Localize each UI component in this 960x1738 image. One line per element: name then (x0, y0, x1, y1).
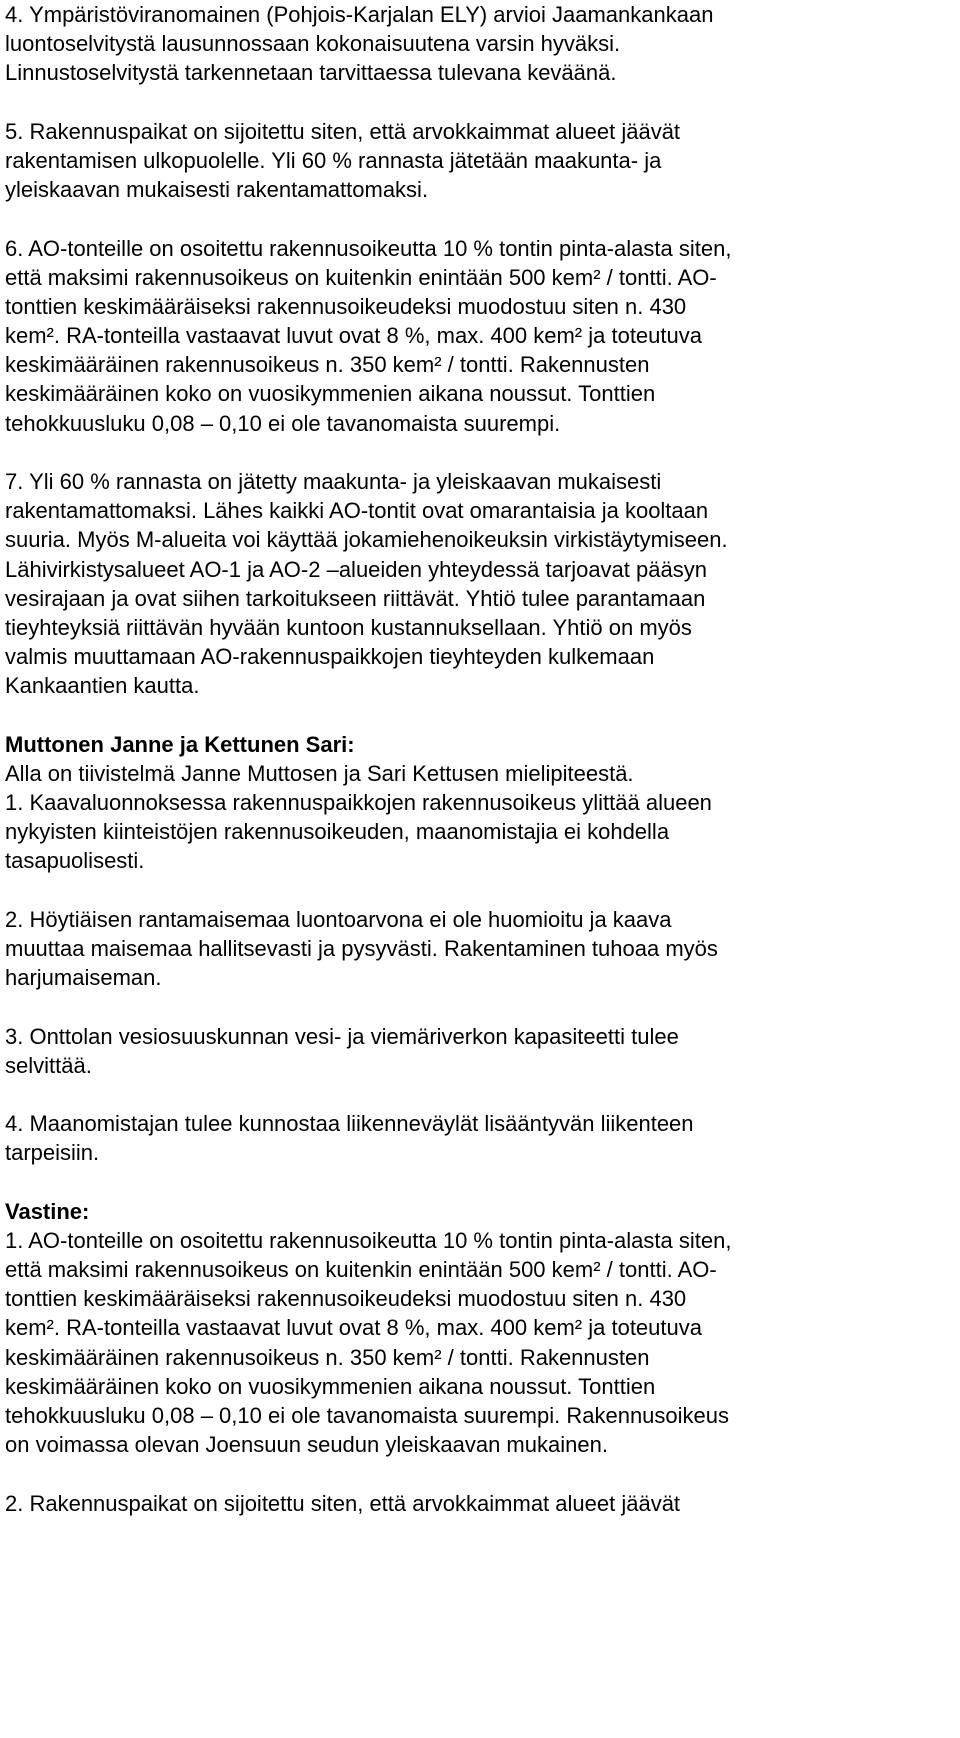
text-line: keskimääräinen rakennusoikeus n. 350 kem² / tontti. Rakennusten (5, 352, 650, 378)
paragraph-gap (5, 88, 940, 117)
paragraph-gap (5, 1080, 940, 1109)
section-heading: Muttonen Janne ja Kettunen Sari: (5, 731, 355, 757)
text-line: 4. Ympäristöviranomainen (Pohjois-Karjalan ELY) arvioi Jaamankankaan (5, 2, 714, 27)
text-line: keskimääräinen rakennusoikeus n. 350 kem² / tontti. Rakennusten (5, 1344, 650, 1370)
paragraph-gap (5, 701, 940, 730)
paragraph-gap (5, 204, 940, 233)
text-line: Lähivirkistysalueet AO-1 ja AO-2 –alueiden yhteydessä tarjoavat pääsyn (5, 556, 707, 582)
text-line: tonttien keskimääräiseksi rakennusoikeudeksi muodostuu siten n. 430 (5, 1286, 687, 1312)
text-line: vesirajaan ja ovat siihen tarkoitukseen riittävät. Yhtiö tulee parantamaan (5, 585, 706, 611)
section-heading: Vastine: (5, 1198, 90, 1224)
text-line: muuttaa maisemaa hallitsevasti ja pysyvästi. Rakentaminen tuhoaa myös (5, 936, 718, 961)
text-line: harjumaiseman. (5, 965, 162, 991)
paragraph-gap (5, 1168, 940, 1197)
text-line: kem². RA-tonteilla vastaavat luvut ovat 8 %, max. 400 kem² ja toteutuva (5, 323, 702, 349)
text-line: on voimassa olevan Joensuun seudun yleiskaavan mukainen. (5, 1432, 608, 1458)
text-line: tieyhteyksiä riittävän hyvään kuntoon kustannuksellaan. Yhtiö on myös (5, 614, 692, 640)
text-line: valmis muuttamaan AO-rakennuspaikkojen tieyhteyden kulkemaan (5, 644, 655, 670)
text-line: 7. Yli 60 % rannasta on jätetty maakunta- ja yleiskaavan mukaisesti (5, 469, 662, 494)
text-line: 2. Rakennuspaikat on sijoitettu siten, että arvokkaimmat alueet jäävät (5, 1490, 681, 1516)
text-line: rakentamattomaksi. Lähes kaikki AO-tontit ovat omarantaisia ja kooltaan (5, 498, 709, 524)
text-line: kem². RA-tonteilla vastaavat luvut ovat 8 %, max. 400 kem² ja toteutuva (5, 1315, 702, 1341)
text-line: Linnustoselvitystä tarkennetaan tarvittaessa tulevana keväänä. (5, 60, 617, 86)
text-line: 2. Höytiäisen rantamaisemaa luontoarvona ei ole huomioitu ja kaava (5, 906, 672, 932)
text-line: 1. Kaavaluonnoksessa rakennuspaikkojen rakennusoikeus ylittää alueen (5, 790, 712, 816)
text-line: rakentamisen ulkopuolelle. Yli 60 % rannasta jätetään maakunta- ja (5, 147, 662, 173)
paragraph-gap (5, 992, 940, 1021)
text-line: 5. Rakennuspaikat on sijoitettu siten, että arvokkaimmat alueet jäävät (5, 118, 681, 144)
text-line: keskimääräinen koko on vuosikymmenien aikana noussut. Tonttien (5, 381, 656, 407)
text-line: tehokkuusluku 0,08 – 0,10 ei ole tavanomaista suurempi. (5, 410, 561, 436)
paragraph-gap (5, 1459, 940, 1488)
text-line: keskimääräinen koko on vuosikymmenien aikana noussut. Tonttien (5, 1373, 656, 1399)
text-line: selvittää. (5, 1052, 92, 1078)
text-line: yleiskaavan mukaisesti rakentamattomaksi. (5, 177, 429, 203)
text-line: että maksimi rakennusoikeus on kuitenkin enintään 500 kem² / tontti. AO- (5, 1257, 717, 1283)
text-line: 1. AO-tonteille on osoitettu rakennusoikeutta 10 % tontin pinta-alasta siten, (5, 1227, 732, 1253)
text-line: tonttien keskimääräiseksi rakennusoikeudeksi muodostuu siten n. 430 (5, 293, 687, 319)
paragraph-gap (5, 876, 940, 905)
text-line: tasapuolisesti. (5, 848, 145, 874)
text-line: 6. AO-tonteille on osoitettu rakennusoikeutta 10 % tontin pinta-alasta siten, (5, 235, 732, 261)
paragraph-gap (5, 438, 940, 467)
text-line: Kankaantien kautta. (5, 673, 200, 699)
text-line: 4. Maanomistajan tulee kunnostaa liikenneväylät lisääntyvän liikenteen (5, 1111, 694, 1137)
text-line: tehokkuusluku 0,08 – 0,10 ei ole tavanomaista suurempi. Rakennusoikeus (5, 1403, 730, 1428)
text-line: 3. Onttolan vesiosuuskunnan vesi- ja viemäriverkon kapasiteetti tulee (5, 1023, 679, 1049)
text-line: nykyisten kiinteistöjen rakennusoikeuden, maanomistajia ei kohdella (5, 819, 670, 845)
text-line: luontoselvitystä lausunnossaan kokonaisuutena varsin hyväksi. (5, 31, 621, 57)
text-line: tarpeisiin. (5, 1140, 100, 1166)
text-line: Alla on tiivistelmä Janne Muttosen ja Sari Kettusen mielipiteestä. (5, 760, 634, 786)
text-line: suuria. Myös M-alueita voi käyttää jokamiehenoikeuksin virkistäytymiseen. (5, 527, 728, 553)
text-line: että maksimi rakennusoikeus on kuitenkin enintään 500 kem² / tontti. AO- (5, 264, 717, 290)
